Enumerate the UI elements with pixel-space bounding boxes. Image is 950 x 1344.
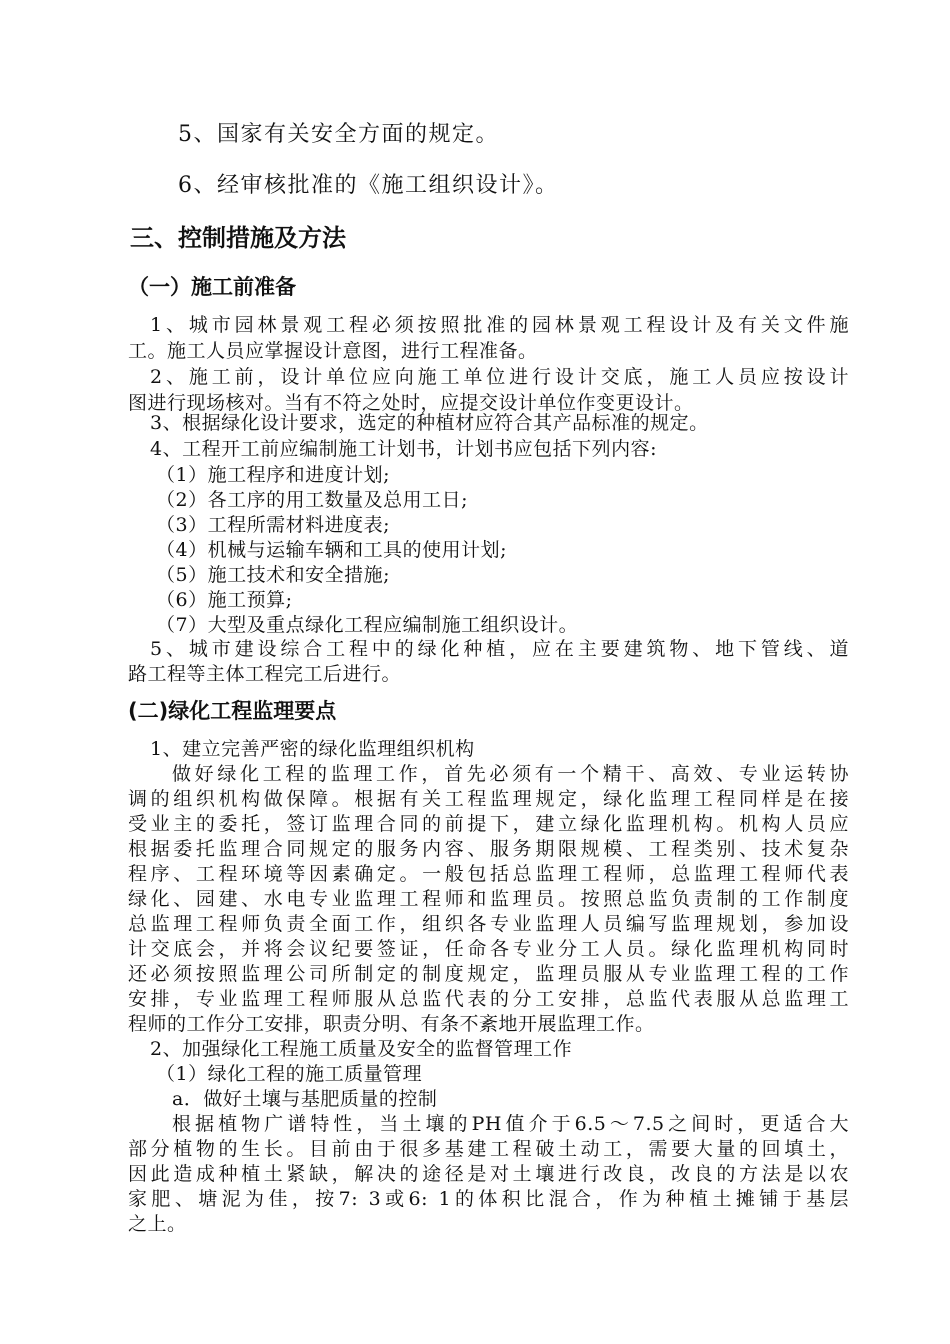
list-item: a．做好土壤与基肥质量的控制 bbox=[172, 1088, 438, 1110]
paragraph-line: 1、建立完善严密的绿化监理组织机构 bbox=[150, 738, 475, 760]
paragraph-line: 4、工程开工前应编制施工计划书，计划书应包括下列内容: bbox=[150, 438, 657, 460]
list-item: （6）施工预算; bbox=[156, 589, 293, 611]
paragraph-line: 部分植物的生长。目前由于很多基建工程破土动工，需要大量的回填土， bbox=[128, 1138, 849, 1160]
list-item: 6、经审核批准的《施工组织设计》。 bbox=[178, 173, 559, 198]
paragraph-line: 图进行现场核对。当有不符之处时，应提交设计单位作变更设计。 bbox=[128, 392, 694, 414]
paragraph-line: 总监理工程师负责全面工作，组织各专业监理人员编写监理规划，参加设 bbox=[128, 913, 849, 935]
paragraph-line: 因此造成种植土紧缺，解决的途径是对土壤进行改良，改良的方法是以农 bbox=[128, 1163, 849, 1185]
paragraph-line: 还必须按照监理公司所制定的制度规定，监理员服从专业监理工程的工作 bbox=[128, 963, 849, 985]
paragraph-line: 2、施工前，设计单位应向施工单位进行设计交底，施工人员应按设计 bbox=[150, 366, 849, 388]
paragraph-line: 2、加强绿化工程施工质量及安全的监督管理工作 bbox=[150, 1038, 573, 1060]
list-item: （2）各工序的用工数量及总用工日; bbox=[156, 489, 468, 511]
paragraph-line: 路工程等主体工程完工后进行。 bbox=[128, 663, 402, 685]
paragraph-line: 程师的工作分工安排，职责分明、有条不紊地开展监理工作。 bbox=[128, 1013, 655, 1035]
list-item: （5）施工技术和安全措施; bbox=[156, 564, 390, 586]
paragraph-line: 计交底会，并将会议纪要签证，任命各专业分工人员。绿化监理机构同时 bbox=[128, 938, 849, 960]
paragraph-line: 安排，专业监理工程师服从总监代表的分工安排，总监代表服从总监理工 bbox=[128, 988, 849, 1010]
list-item: （7）大型及重点绿化工程应编制施工组织设计。 bbox=[156, 614, 579, 636]
paragraph-line: 家肥、塘泥为佳，按7: 3或6: 1的体积比混合，作为种植土摊铺于基层 bbox=[128, 1188, 849, 1210]
subsection-heading: （一）施工前准备 bbox=[128, 275, 296, 299]
paragraph-line: 之上。 bbox=[128, 1213, 187, 1235]
paragraph-line: 调的组织机构做保障。根据有关工程监理规定，绿化监理工程同样是在接 bbox=[128, 788, 849, 810]
paragraph-line: 1、城市园林景观工程必须按照批准的园林景观工程设计及有关文件施 bbox=[150, 314, 849, 336]
subsection-heading: (二)绿化工程监理要点 bbox=[128, 699, 337, 723]
list-item: （1）绿化工程的施工质量管理 bbox=[156, 1063, 423, 1085]
paragraph-line: 根据植物广谱特性，当土壤的PH值介于6.5～7.5之间时，更适合大 bbox=[172, 1113, 849, 1135]
list-item: （3）工程所需材料进度表; bbox=[156, 514, 390, 536]
paragraph-line: 3、根据绿化设计要求，选定的种植材应符合其产品标准的规定。 bbox=[150, 412, 709, 434]
paragraph-line: 受业主的委托，签订监理合同的前提下，建立绿化监理机构。机构人员应 bbox=[128, 813, 849, 835]
list-item: （1）施工程序和进度计划; bbox=[156, 464, 390, 486]
paragraph-line: 根据委托监理合同规定的服务内容、服务期限规模、工程类别、技术复杂 bbox=[128, 838, 849, 860]
paragraph-line: 工。施工人员应掌握设计意图，进行工程准备。 bbox=[128, 340, 538, 362]
paragraph-line: 绿化、园建、水电专业监理工程师和监理员。按照总监负责制的工作制度 bbox=[128, 888, 849, 910]
list-item: 5、国家有关安全方面的规定。 bbox=[178, 122, 499, 147]
paragraph-line: 做好绿化工程的监理工作，首先必须有一个精干、高效、专业运转协 bbox=[172, 763, 849, 785]
paragraph-line: 程序、工程环境等因素确定。一般包括总监理工程师，总监理工程师代表 bbox=[128, 863, 849, 885]
list-item: （4）机械与运输车辆和工具的使用计划; bbox=[156, 539, 507, 561]
paragraph-line: 5、城市建设综合工程中的绿化种植，应在主要建筑物、地下管线、道 bbox=[150, 638, 849, 660]
section-heading: 三、控制措施及方法 bbox=[130, 224, 346, 252]
